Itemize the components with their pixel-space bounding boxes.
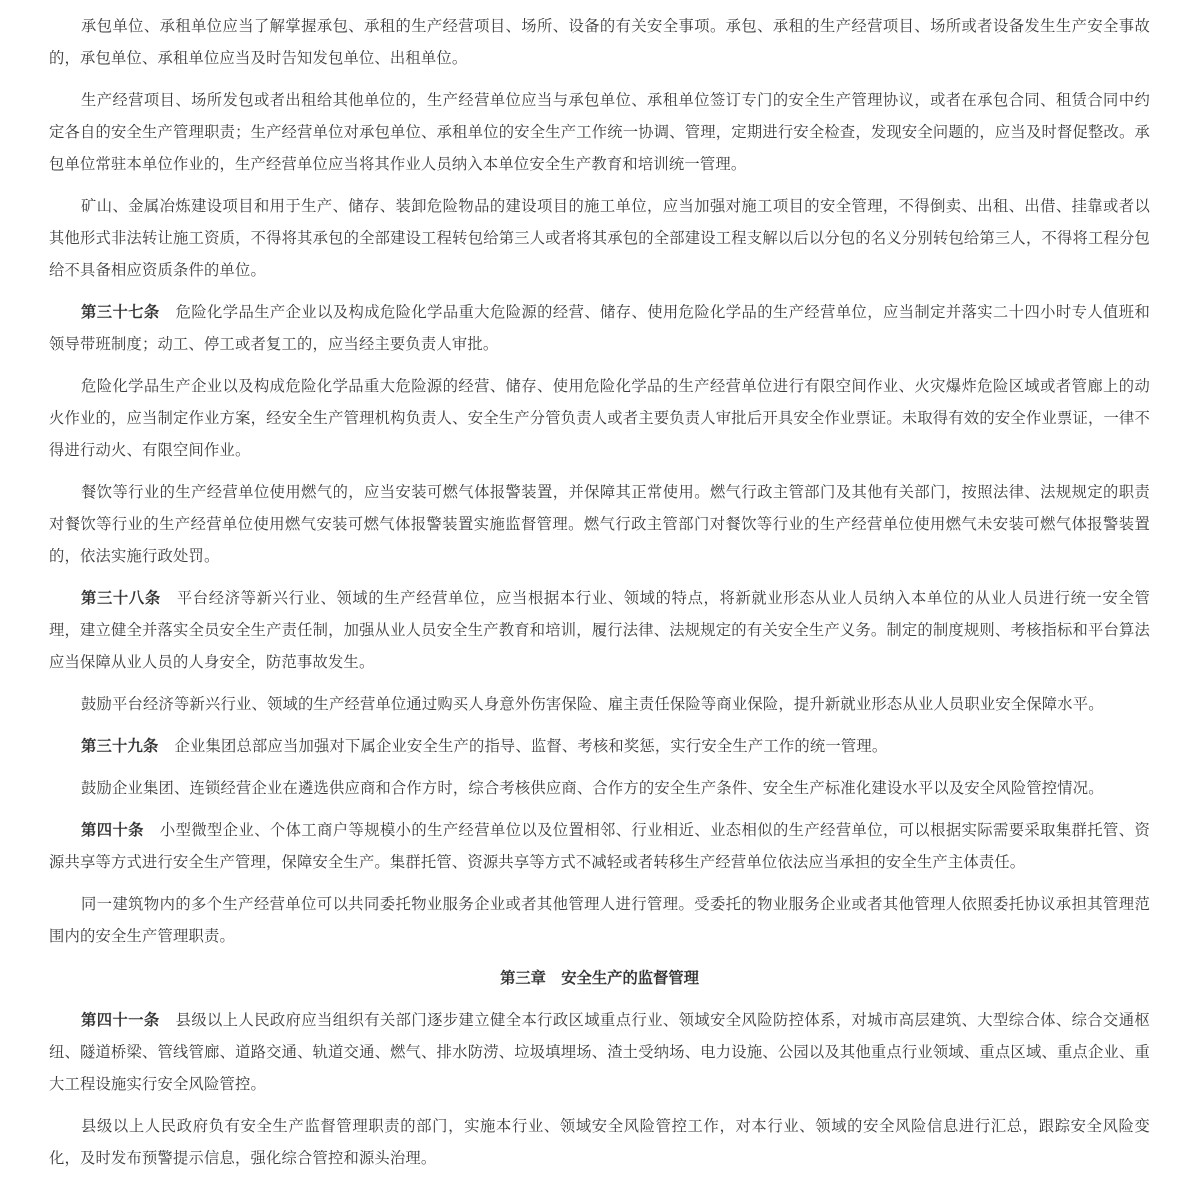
article-number: 第四十一条 — [81, 1011, 160, 1029]
paragraph-text: 平台经济等新兴行业、领域的生产经营单位，应当根据本行业、领域的特点，将新就业形态从业人员纳入本单位的从业人员进行统一安全管理，建立健全并落实全员安全生产责任制，加强从业人员安全生产教育和培训，履行法律、法规规定的有关安全生产义务。制定的制度规则、考核指标和平台算法应当保障从业人员的人身安全，防范事故发生。 — [49, 589, 1150, 671]
paragraph-text: 承包单位、承租单位应当了解掌握承包、承租的生产经营项目、场所、设备的有关安全事项。承包、承租的生产经营项目、场所或者设备发生生产安全事故的，承包单位、承租单位应当及时告知发包单位、出租单位。 — [49, 17, 1150, 67]
paragraph-text: 危险化学品生产企业以及构成危险化学品重大危险源的经营、储存、使用危险化学品的生产经营单位进行有限空间作业、火灾爆炸危险区域或者管廊上的动火作业的，应当制定作业方案，经安全生产管理机构负责人、安全生产分管负责人或者主要负责人审批后开具安全作业票证。未取得有效的安全作业票证，一律不得进行动火、有限空间作业。 — [49, 377, 1150, 459]
paragraph — [49, 84, 1150, 180]
article-37 — [49, 296, 1150, 360]
paragraph — [49, 476, 1150, 572]
article-40 — [49, 814, 1150, 878]
paragraph-text: 同一建筑物内的多个生产经营单位可以共同委托物业服务企业或者其他管理人进行管理。受委托的物业服务企业或者其他管理人依照委托协议承担其管理范围内的安全生产管理职责。 — [49, 895, 1150, 945]
paragraph-text: 县级以上人民政府负有安全生产监督管理职责的部门，实施本行业、领域安全风险管控工作，对本行业、领域的安全风险信息进行汇总，跟踪安全风险变化，及时发布预警提示信息，强化综合管控和源头治理。 — [49, 1117, 1150, 1167]
article-number: 第三十八条 — [81, 589, 161, 607]
paragraph-text: 餐饮等行业的生产经营单位使用燃气的，应当安装可燃气体报警装置，并保障其正常使用。燃气行政主管部门及其他有关部门，按照法律、法规规定的职责对餐饮等行业的生产经营单位使用燃气安装可燃气体报警装置实施监督管理。燃气行政主管部门对餐饮等行业的生产经营单位使用燃气未安装可燃气体报警装置的，依法实施行政处罚。 — [49, 483, 1150, 565]
paragraph-text: 鼓励企业集团、连锁经营企业在遴选供应商和合作方时，综合考核供应商、合作方的安全生产条件、安全生产标准化建设水平以及安全风险管控情况。 — [81, 779, 1104, 797]
paragraph-text: 危险化学品生产企业以及构成危险化学品重大危险源的经营、储存、使用危险化学品的生产经营单位，应当制定并落实二十四小时专人值班和领导带班制度；动工、停工或者复工的，应当经主要负责人审批。 — [49, 303, 1150, 353]
paragraph — [49, 190, 1150, 286]
paragraph-text: 矿山、金属冶炼建设项目和用于生产、储存、装卸危险物品的建设项目的施工单位，应当加强对施工项目的安全管理，不得倒卖、出租、出借、挂靠或者以其他形式非法转让施工资质，不得将其承包的全部建设工程转包给第三人或者将其承包的全部建设工程支解以后以分包的名义分别转包给第三人，不得将工程分包给不具备相应资质条件的单位。 — [49, 197, 1150, 279]
paragraph — [49, 688, 1150, 720]
document-body — [49, 10, 1150, 1184]
article-number: 第三十七条 — [81, 303, 160, 321]
article-number: 第四十条 — [81, 821, 144, 839]
article-39 — [49, 730, 1150, 762]
paragraph — [49, 370, 1150, 466]
paragraph-text: 鼓励平台经济等新兴行业、领域的生产经营单位通过购买人身意外伤害保险、雇主责任保险等商业保险，提升新就业形态从业人员职业安全保障水平。 — [81, 695, 1104, 713]
paragraph-text: 小型微型企业、个体工商户等规模小的生产经营单位以及位置相邻、行业相近、业态相似的生产经营单位，可以根据实际需要采取集群托管、资源共享等方式进行安全生产管理，保障安全生产。集群托管、资源共享等方式不减轻或者转移生产经营单位依法应当承担的安全生产主体责任。 — [49, 821, 1150, 871]
paragraph — [49, 772, 1150, 804]
article-41 — [49, 1004, 1150, 1100]
paragraph-text: 县级以上人民政府应当组织有关部门逐步建立健全本行政区域重点行业、领域安全风险防控体系，对城市高层建筑、大型综合体、综合交通枢纽、隧道桥梁、管线管廊、道路交通、轨道交通、燃气、排水防涝、垃圾填埋场、渣土受纳场、电力设施、公园以及其他重点行业领域、重点区域、重点企业、重大工程设施实行安全风险管控。 — [49, 1011, 1150, 1093]
article-38 — [49, 582, 1150, 678]
paragraph-text: 企业集团总部应当加强对下属企业安全生产的指导、监督、考核和奖惩，实行安全生产工作的统一管理。 — [174, 737, 888, 755]
paragraph — [49, 10, 1150, 74]
paragraph — [49, 888, 1150, 952]
paragraph — [49, 1110, 1150, 1174]
article-number: 第三十九条 — [81, 737, 159, 755]
chapter-heading: 第三章 安全生产的监督管理 — [500, 969, 699, 987]
paragraph-text: 生产经营项目、场所发包或者出租给其他单位的，生产经营单位应当与承包单位、承租单位签订专门的安全生产管理协议，或者在承包合同、租赁合同中约定各自的安全生产管理职责；生产经营单位对承包单位、承租单位的安全生产工作统一协调、管理，定期进行安全检查，发现安全问题的，应当及时督促整改。承包单位常驻本单位作业的，生产经营单位应当将其作业人员纳入本单位安全生产教育和培训统一管理。 — [49, 91, 1150, 173]
